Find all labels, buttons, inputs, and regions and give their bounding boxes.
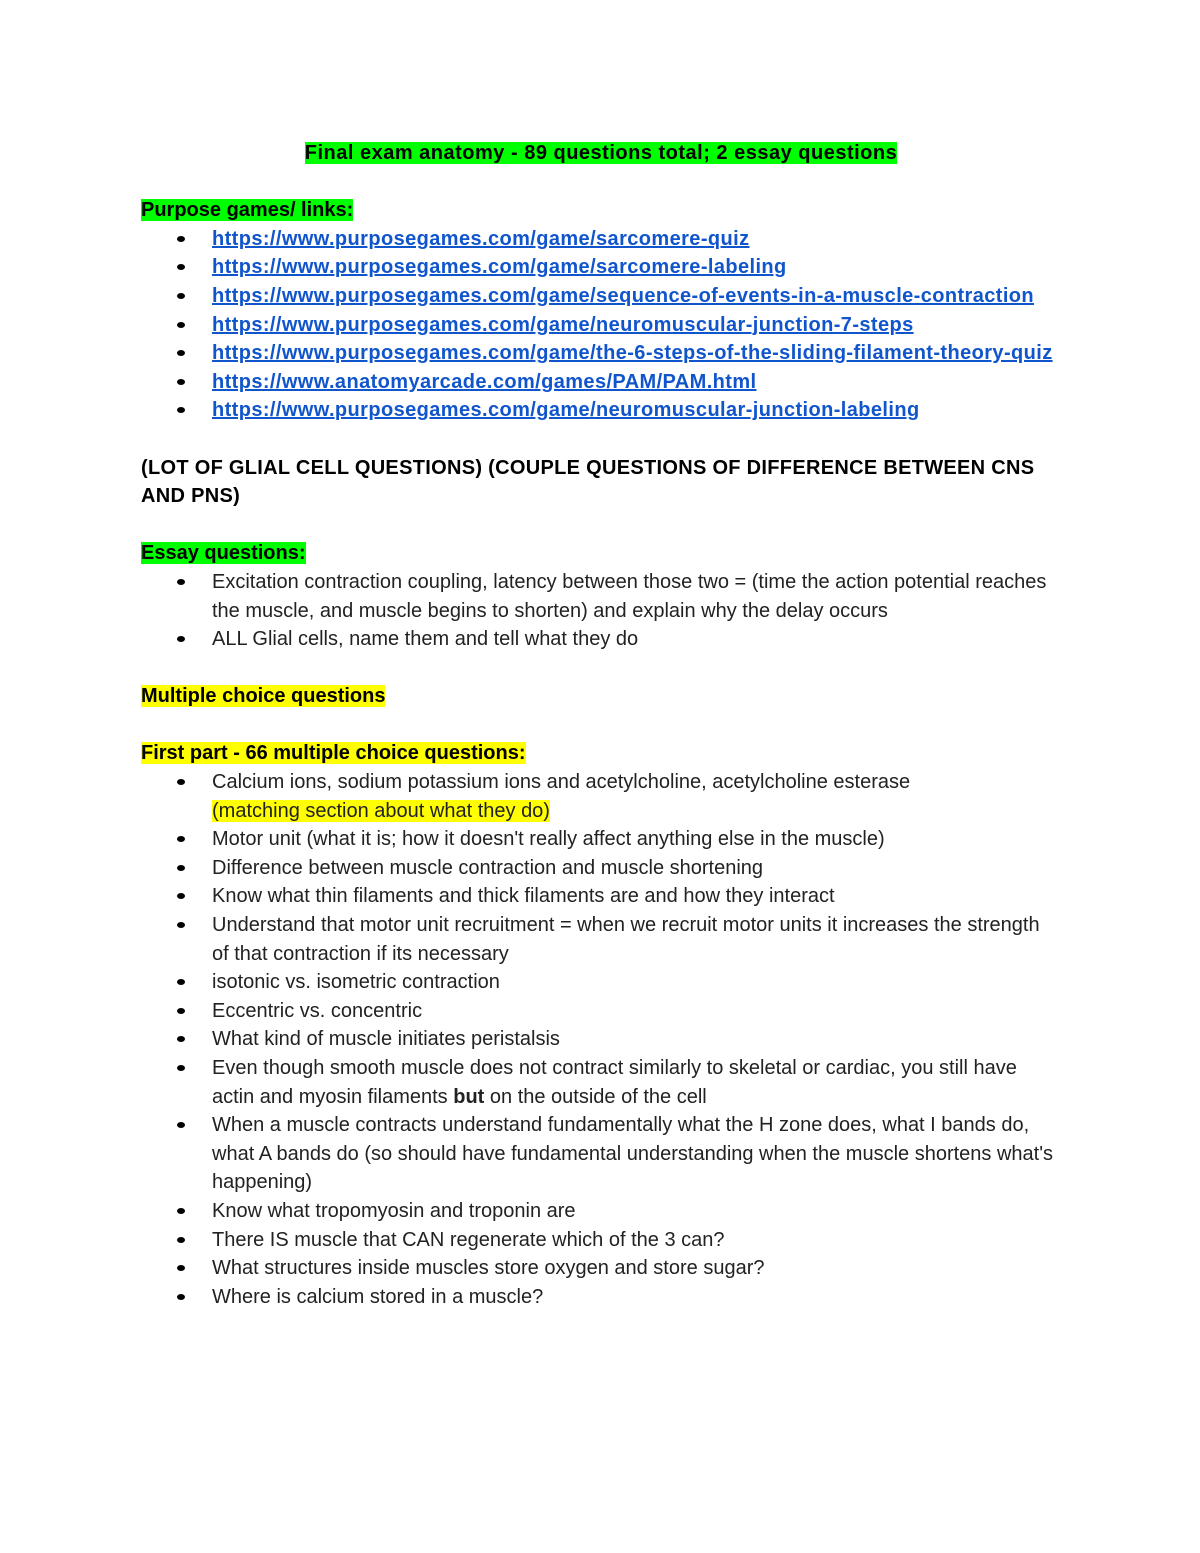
list-item	[141, 311, 1061, 340]
bullet-icon	[177, 836, 185, 842]
bullet-icon	[177, 236, 185, 242]
mc-item-text: Calcium ions, sodium potassium ions and acetylcholine, acetylcholine esterase	[212, 771, 911, 794]
mc-item-text: Difference between muscle contraction and muscle shortening	[212, 856, 764, 879]
links-list	[141, 225, 1061, 425]
link-sarcomere-quiz[interactable]: https://www.purposegames.com/game/sarcomere-quiz	[212, 227, 750, 250]
list-item	[141, 882, 1061, 911]
bullet-icon	[177, 922, 185, 928]
essay-heading-row	[141, 539, 1061, 568]
mc-heading: Multiple choice questions	[141, 685, 386, 708]
spacer	[141, 511, 1061, 540]
title-row	[141, 139, 1061, 168]
list-item	[141, 282, 1061, 311]
bullet-icon	[177, 407, 185, 413]
mc-item-text: Know what thin filaments and thick filaments are and how they interact	[212, 885, 835, 908]
page-title: Final exam anatomy - 89 questions total; 2 essay questions	[304, 142, 898, 164]
link-neuromuscular-junction-7-steps[interactable]: https://www.purposegames.com/game/neuromuscular-junction-7-steps	[212, 313, 914, 336]
essay-item-text: ALL Glial cells, name them and tell what they do	[212, 628, 639, 651]
bullet-icon	[177, 379, 185, 385]
list-item	[141, 625, 1061, 654]
glial-note: (LOT OF GLIAL CELL QUESTIONS) (COUPLE QUESTIONS OF DIFFERENCE BETWEEN CNS AND PNS)	[141, 456, 1035, 508]
list-item	[141, 768, 1061, 825]
list-item	[141, 911, 1061, 968]
link-sarcomere-labeling[interactable]: https://www.purposegames.com/game/sarcomere-labeling	[212, 256, 787, 279]
bullet-icon	[177, 893, 185, 899]
essay-list	[141, 568, 1061, 654]
link-sliding-filament-theory-quiz[interactable]: https://www.purposegames.com/game/the-6-steps-of-the-sliding-filament-theory-quiz	[212, 342, 1053, 365]
mc-heading-row	[141, 682, 1061, 711]
bullet-icon	[177, 293, 185, 299]
bullet-icon	[177, 636, 185, 642]
link-anatomy-arcade-pam[interactable]: https://www.anatomyarcade.com/games/PAM/PAM.html	[212, 370, 757, 393]
list-item	[141, 1111, 1061, 1197]
list-item	[141, 1283, 1061, 1312]
list-item	[141, 368, 1061, 397]
link-neuromuscular-junction-labeling[interactable]: https://www.purposegames.com/game/neuromuscular-junction-labeling	[212, 399, 920, 422]
bullet-icon	[177, 1208, 185, 1214]
mc-item-text: What kind of muscle initiates peristalsis	[212, 1028, 560, 1051]
bullet-icon	[177, 579, 185, 585]
first-part-heading-row	[141, 739, 1061, 768]
mc-item-text: Know what tropomyosin and troponin are	[212, 1199, 576, 1222]
mc-item-text: on the outside of the cell	[484, 1085, 707, 1108]
essay-item-text: Excitation contraction coupling, latency between those two = (time the action potential reaches the muscle, and muscle begins to shorten) and explain why the delay occurs	[212, 570, 1047, 622]
bullet-icon	[177, 1294, 185, 1300]
bullet-icon	[177, 1008, 185, 1014]
mc-item-text: Understand that motor unit recruitment = when we recruit motor units it increases the strength of that contraction if its necessary	[212, 914, 1040, 965]
first-part-list	[141, 768, 1061, 1311]
first-part-heading: First part - 66 multiple choice questions:	[141, 742, 526, 765]
list-item	[141, 1025, 1061, 1054]
mc-item-text: Even though smooth muscle does not contract similarly to skeletal or cardiac, you still have actin and myosin filaments	[212, 1057, 1017, 1108]
spacer	[141, 654, 1061, 683]
list-item	[141, 1226, 1061, 1255]
mc-item-text: There IS muscle that CAN regenerate which of the 3 can?	[212, 1228, 725, 1251]
mc-item-highlight: (matching section about what they do)	[212, 799, 550, 822]
mc-item-text: isotonic vs. isometric contraction	[212, 971, 500, 994]
list-item	[141, 253, 1061, 282]
bullet-icon	[177, 322, 185, 328]
mc-item-text: Eccentric vs. concentric	[212, 999, 423, 1022]
list-item	[141, 225, 1061, 254]
spacer	[141, 711, 1061, 740]
list-item	[141, 968, 1061, 997]
essay-heading: Essay questions:	[141, 542, 306, 565]
mc-item-text: Where is calcium stored in a muscle?	[212, 1285, 544, 1308]
bullet-icon	[177, 1237, 185, 1243]
link-sequence-of-events[interactable]: https://www.purposegames.com/game/sequence-of-events-in-a-muscle-contraction	[212, 284, 1035, 307]
list-item	[141, 339, 1061, 368]
bullet-icon	[177, 865, 185, 871]
list-item	[141, 1197, 1061, 1226]
spacer	[141, 425, 1061, 454]
mc-item-text: When a muscle contracts understand fundamentally what the H zone does, what I bands do, what A bands do (so should have fundamental understanding when the muscle shortens what's happening)	[212, 1114, 1054, 1194]
bullet-icon	[177, 1065, 185, 1071]
document-content	[141, 139, 1061, 1311]
list-item	[141, 997, 1061, 1026]
bullet-icon	[177, 1122, 185, 1128]
bullet-icon	[177, 779, 185, 785]
links-heading: Purpose games/ links:	[141, 199, 354, 222]
bullet-icon	[177, 979, 185, 985]
mc-item-bold: but	[453, 1085, 485, 1108]
list-item	[141, 1254, 1061, 1283]
list-item	[141, 1054, 1061, 1111]
bullet-icon	[177, 1036, 185, 1042]
bullet-icon	[177, 1265, 185, 1271]
bullet-icon	[177, 264, 185, 270]
links-heading-row	[141, 196, 1061, 225]
list-item	[141, 568, 1061, 625]
list-item	[141, 396, 1061, 425]
mc-item-text: What structures inside muscles store oxygen and store sugar?	[212, 1257, 765, 1280]
mc-item-text: Motor unit (what it is; how it doesn't really affect anything else in the muscle)	[212, 828, 885, 851]
bullet-icon	[177, 350, 185, 356]
list-item	[141, 825, 1061, 854]
list-item	[141, 854, 1061, 883]
